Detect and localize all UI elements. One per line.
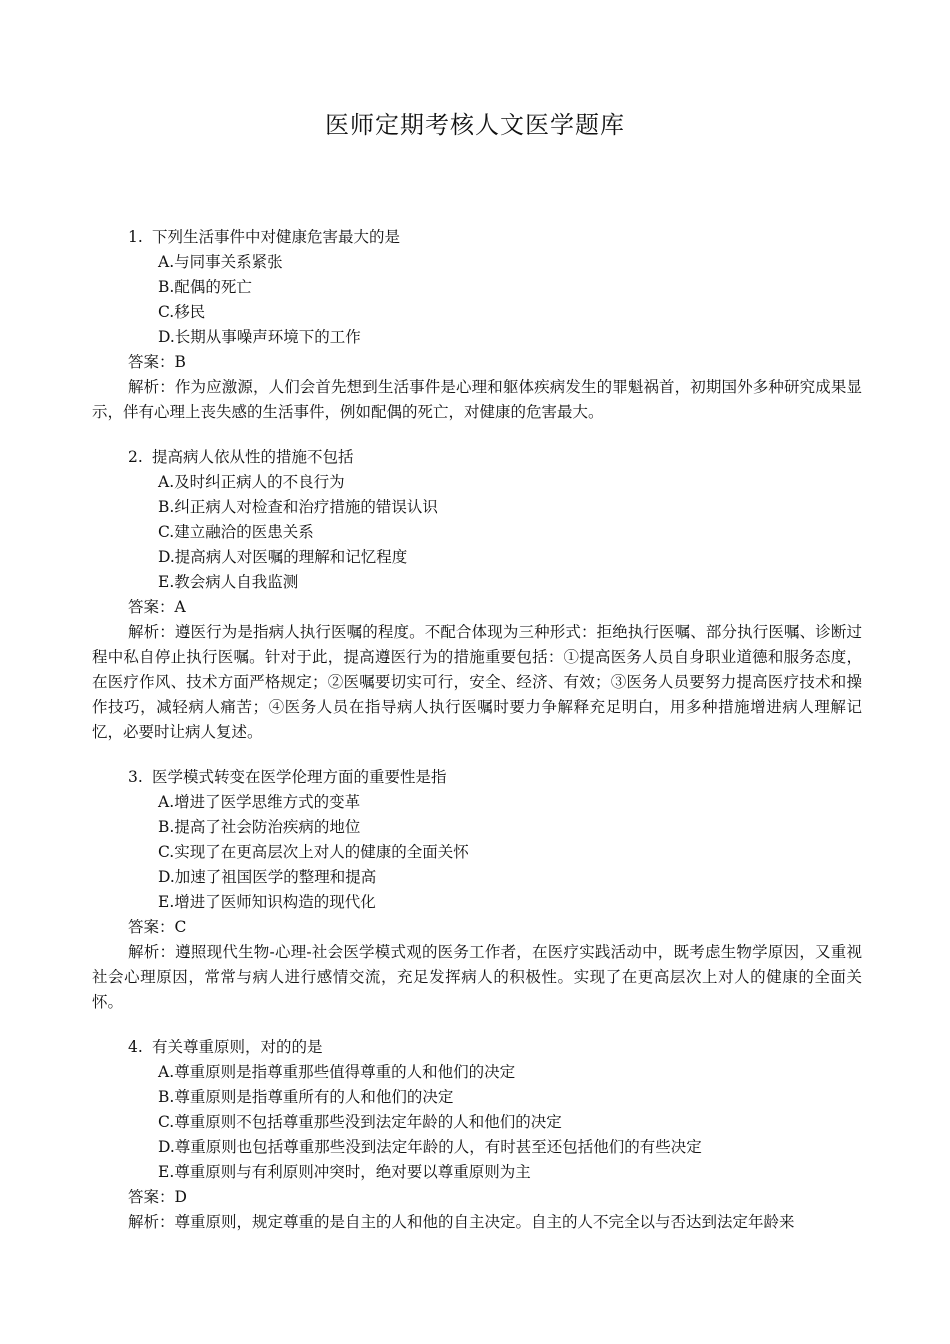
option: A.增进了医学思维方式的变革 (158, 793, 361, 811)
answer: 答案：D (128, 1188, 187, 1206)
question-number: 3. (128, 768, 143, 786)
option: C.移民 (158, 303, 206, 321)
explanation: 解析：尊重原则，规定尊重的是自主的人和他的自主决定。自主的人不完全以与否达到法定年龄来 (128, 1213, 795, 1231)
option: B.尊重原则是指尊重所有的人和他们的决定 (158, 1088, 454, 1106)
question-list (92, 225, 862, 1255)
option: E.增进了医师知识构造的现代化 (158, 893, 376, 911)
question-stem: 提高病人依从性的措施不包括 (152, 448, 354, 466)
question-stem: 下列生活事件中对健康危害最大的是 (152, 228, 401, 246)
question-item (92, 1035, 862, 1235)
option: A.及时纠正病人的不良行为 (158, 473, 345, 491)
explanation: 解析：遵照现代生物-心理-社会医学模式观的医务工作者，在医疗实践活动中，既考虑生物学原因，又重视社会心理原因，常常与病人进行感情交流，充足发挥病人的积极性。实现了在更高层次上对人的健康的全面关怀。 (92, 943, 862, 1011)
answer: 答案：A (128, 598, 186, 616)
option: B.纠正病人对检查和治疗措施的错误认识 (158, 498, 438, 516)
explanation: 解析：遵医行为是指病人执行医嘱的程度。不配合体现为三种形式：拒绝执行医嘱、部分执行医嘱、诊断过程中私自停止执行医嘱。针对于此，提高遵医行为的措施重要包括：①提高医务人员自身职业道德和服务态度，在医疗作风、技术方面严格规定；②医嘱要切实可行，安全、经济、有效；③医务人员要努力提高医疗技术和操作技巧，减轻病人痛苦；④医务人员在指导病人执行医嘱时要力争解释充足明白，用多种措施增进病人理解记忆，必要时让病人复述。 (92, 623, 862, 741)
option: A.与同事关系紧张 (158, 253, 283, 271)
question-stem-line (92, 445, 862, 470)
option: B.提高了社会防治疾病的地位 (158, 818, 361, 836)
explanation: 解析：作为应激源，人们会首先想到生活事件是心理和躯体疾病发生的罪魁祸首，初期国外多种研究成果显示，伴有心理上丧失感的生活事件，例如配偶的死亡，对健康的危害最大。 (92, 378, 862, 421)
page-title: 医师定期考核人文医学题库 (325, 111, 625, 139)
option: C.实现了在更高层次上对人的健康的全面关怀 (158, 843, 469, 861)
option: D.提高病人对医嘱的理解和记忆程度 (158, 548, 408, 566)
option: C.尊重原则不包括尊重那些没到法定年龄的人和他们的决定 (158, 1113, 562, 1131)
option: A.尊重原则是指尊重那些值得尊重的人和他们的决定 (158, 1063, 516, 1081)
option: E.尊重原则与有利原则冲突时，绝对要以尊重原则为主 (158, 1163, 531, 1181)
question-stem: 有关尊重原则，对的的是 (152, 1038, 323, 1056)
question-stem: 医学模式转变在医学伦理方面的重要性是指 (152, 768, 447, 786)
question-stem-line (92, 225, 862, 250)
option: D.尊重原则也包括尊重那些没到法定年龄的人，有时甚至还包括他们的有些决定 (158, 1138, 702, 1156)
answer: 答案：B (128, 353, 186, 371)
question-stem-line (92, 765, 862, 790)
question-item (92, 765, 862, 1015)
option: E.教会病人自我监测 (158, 573, 299, 591)
option: D.长期从事噪声环境下的工作 (158, 328, 361, 346)
option: B.配偶的死亡 (158, 278, 252, 296)
answer: 答案：C (128, 918, 187, 936)
question-number: 4. (128, 1038, 143, 1056)
question-item (92, 445, 862, 745)
question-item (92, 225, 862, 425)
option: C.建立融洽的医患关系 (158, 523, 314, 541)
question-number: 1. (128, 228, 143, 246)
option: D.加速了祖国医学的整理和提高 (158, 868, 377, 886)
question-number: 2. (128, 448, 143, 466)
question-stem-line (92, 1035, 862, 1060)
